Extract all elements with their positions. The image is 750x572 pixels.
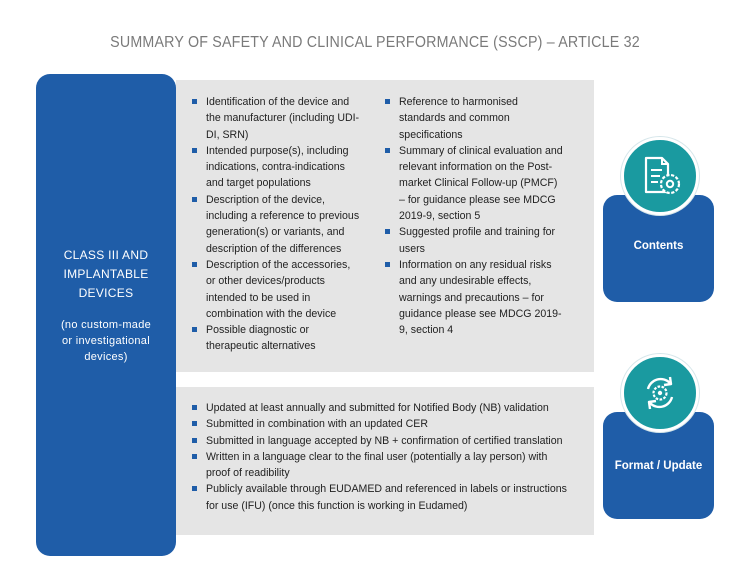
device-class-line-1: CLASS III AND bbox=[63, 248, 149, 262]
list-item: Updated at least annually and submitted for Notified Body (NB) validation bbox=[190, 400, 570, 416]
document-gear-icon-svg bbox=[624, 140, 696, 212]
list-item: Description of the device, including a reference to previous generation(s) or variants, and description of the differences bbox=[190, 192, 362, 257]
list-item: Submitted in language accepted by NB + confirmation of certified translation bbox=[190, 433, 570, 449]
device-class-note bbox=[36, 317, 176, 365]
contents-arrow bbox=[560, 218, 594, 278]
list-item: Possible diagnostic or therapeutic alternatives bbox=[190, 322, 362, 355]
format-list bbox=[190, 400, 570, 514]
device-class-note-line-2: or investigational bbox=[62, 335, 150, 347]
list-item: Identification of the device and the manufacturer (including UDI-DI, SRN) bbox=[190, 94, 362, 143]
list-item: Information on any residual risks and any undesirable effects, warnings and precautions – for guidance please see MDCG 2019-9, section 4 bbox=[383, 257, 563, 338]
list-item: Submitted in combination with an updated CER bbox=[190, 416, 570, 432]
device-class-note-line-1: (no custom-made bbox=[60, 319, 152, 331]
list-item: Summary of clinical evaluation and relevant information on the Post-market Clinical Follow-up (PMCF) – for guidance please see MDCG 2019-9, section 5 bbox=[383, 143, 563, 224]
list-item: Written in a language clear to the final user (potentially a lay person) with proof of readibility bbox=[190, 449, 570, 482]
device-class-note-line-3: devices) bbox=[84, 351, 128, 363]
list-item: Intended purpose(s), including indications, contra-indications and target populations bbox=[190, 143, 362, 192]
diagram-title: SUMMARY OF SAFETY AND CLINICAL PERFORMANCE (SSCP) – ARTICLE 32 bbox=[110, 34, 640, 51]
format-label: Format / Update bbox=[614, 460, 703, 472]
list-item: Description of the accessories, or other devices/products intended to be used in combination with the device bbox=[190, 257, 362, 322]
contents-list-right bbox=[383, 94, 563, 338]
device-class-block bbox=[36, 74, 176, 556]
list-item: Publicly available through EUDAMED and referenced in labels or instructions for use (IFU) (once this function is working in Eudamed) bbox=[190, 481, 570, 514]
refresh-gear-icon bbox=[621, 354, 699, 432]
list-item: Suggested profile and training for users bbox=[383, 224, 563, 257]
contents-list-left bbox=[190, 94, 362, 355]
contents-label: Contents bbox=[633, 240, 684, 252]
list-item: Reference to harmonised standards and common specifications bbox=[383, 94, 563, 143]
device-class-line-3: DEVICES bbox=[78, 286, 134, 300]
document-gear-icon bbox=[621, 137, 699, 215]
device-class-line-2: IMPLANTABLE bbox=[63, 267, 149, 281]
device-class-label bbox=[36, 246, 176, 303]
refresh-gear-icon-svg bbox=[624, 357, 696, 429]
